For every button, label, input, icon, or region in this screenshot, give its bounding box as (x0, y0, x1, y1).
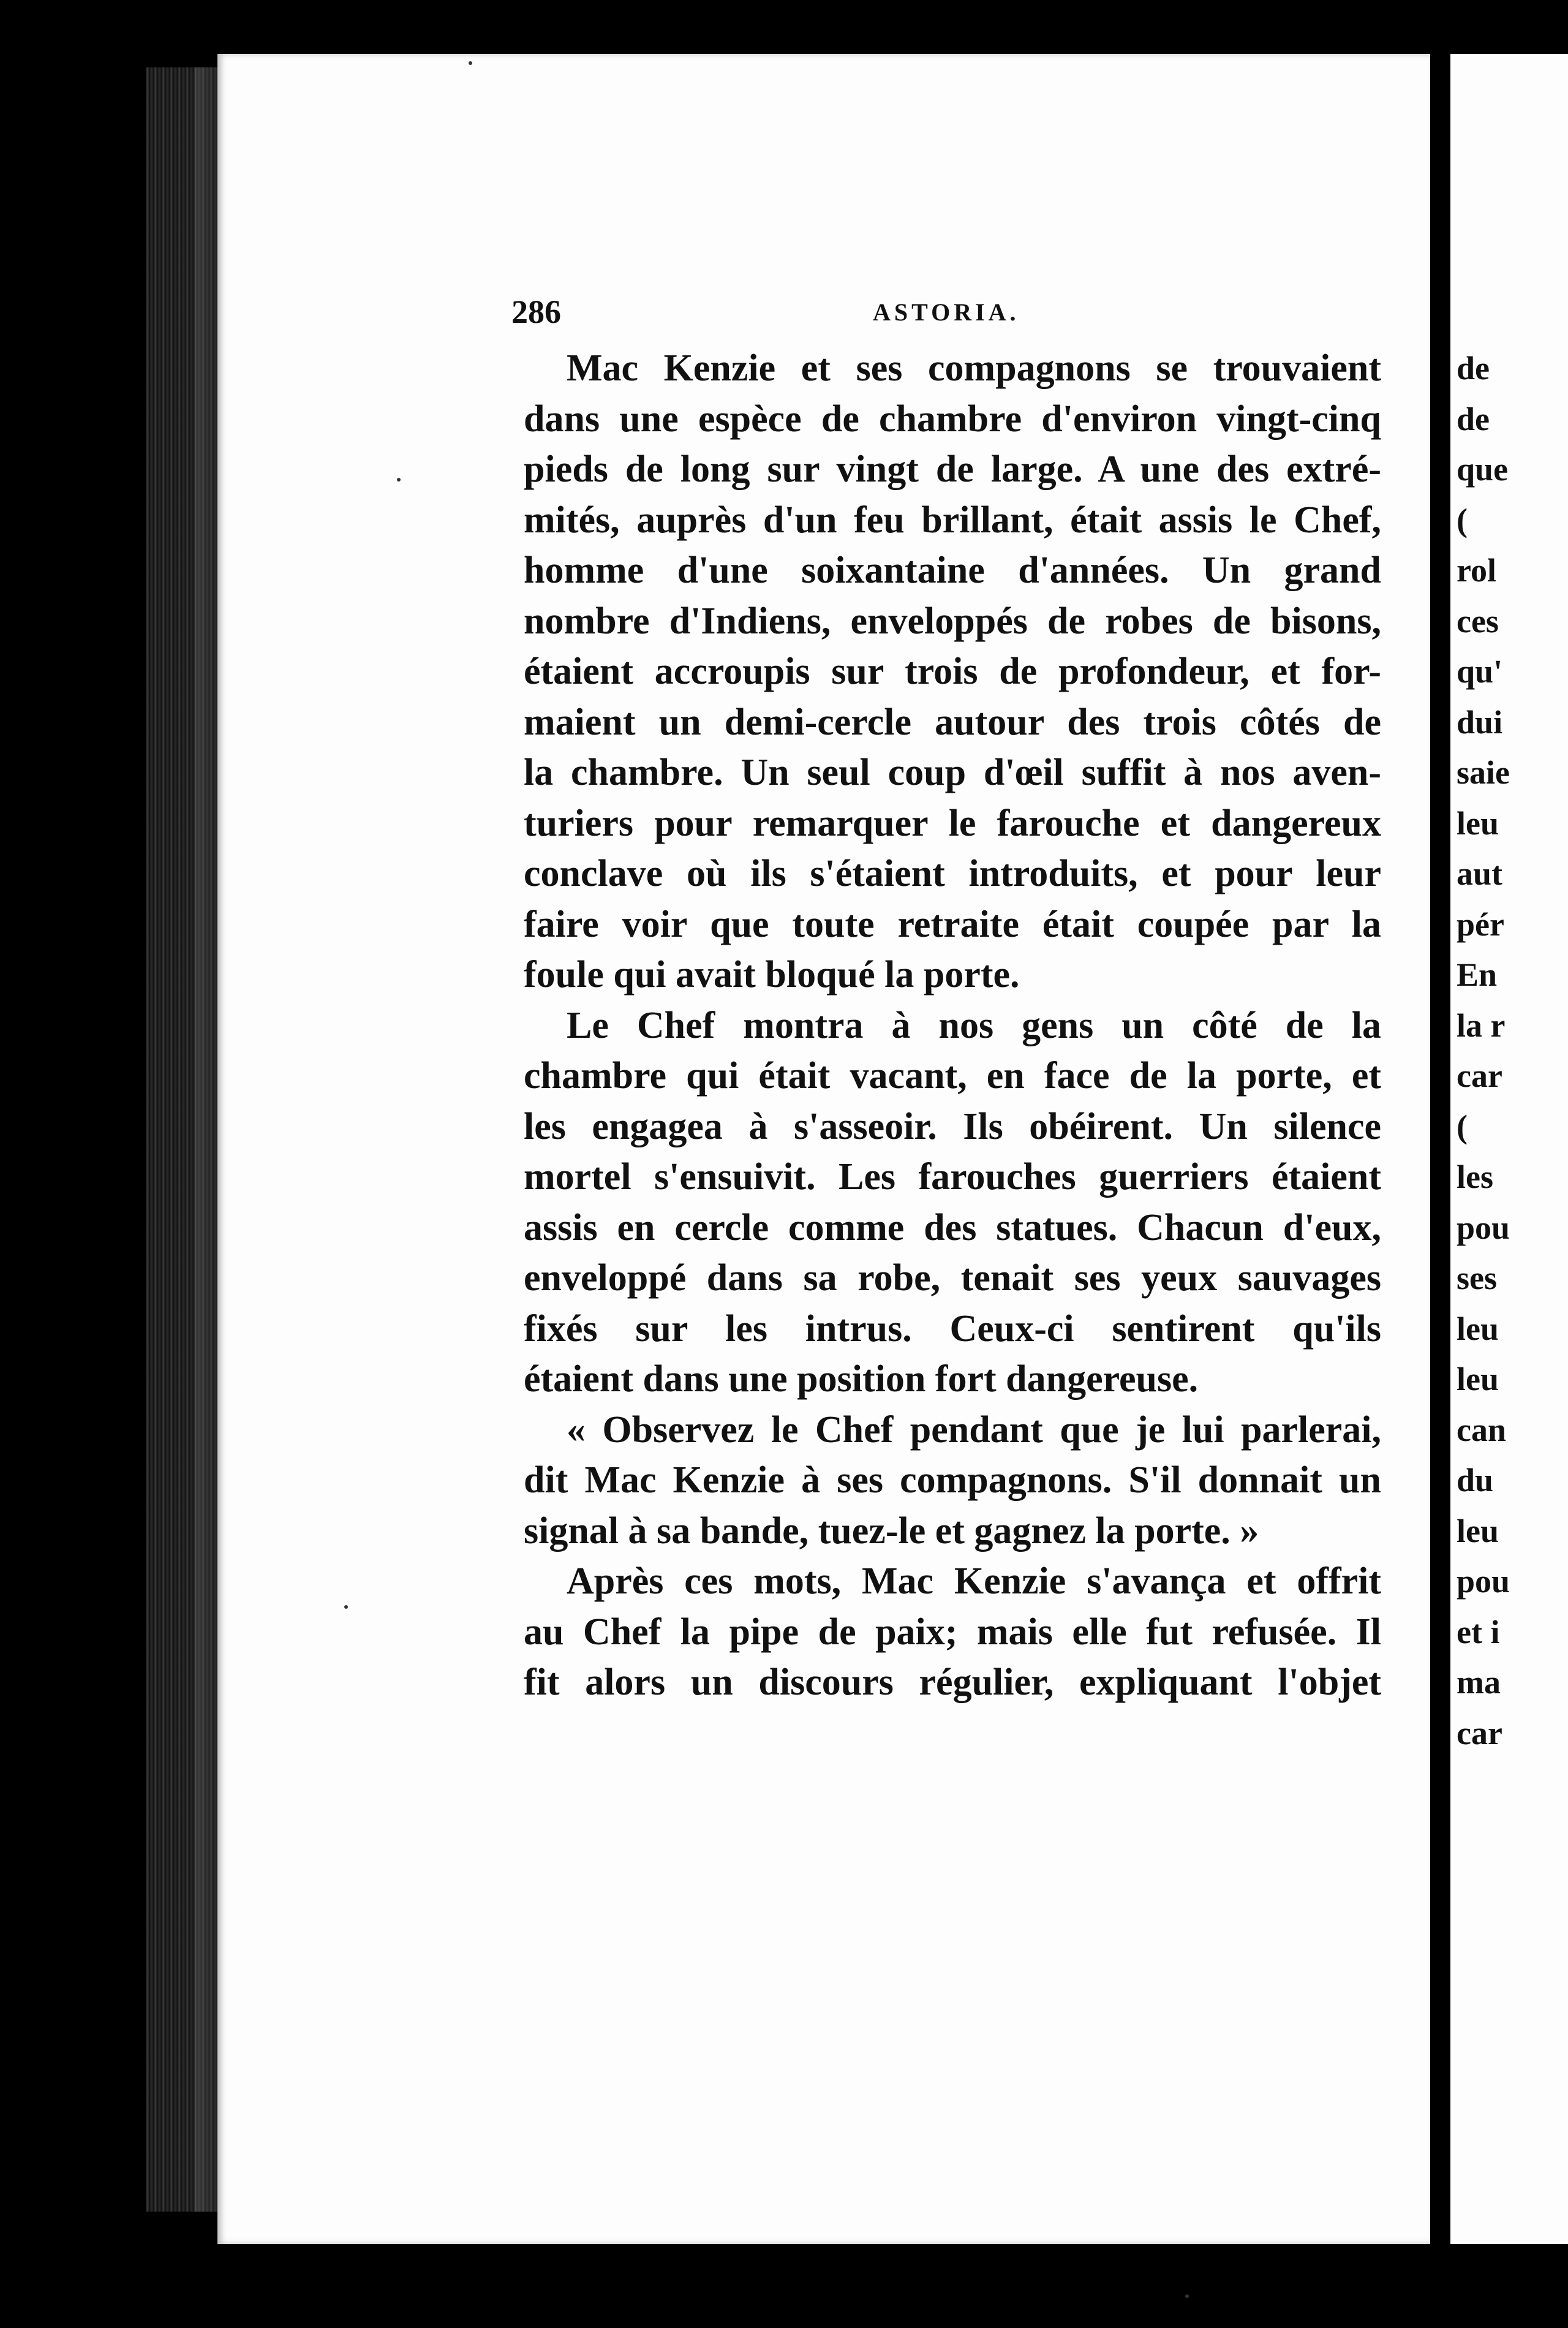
facing-line: car (1457, 1714, 1502, 1752)
facing-line: dui (1457, 703, 1503, 741)
text-line: étaient dans une position fort dangereuse. (524, 1358, 1199, 1400)
facing-line: pou (1457, 1209, 1510, 1246)
facing-line: car (1457, 1057, 1502, 1094)
page-number: 286 (511, 293, 561, 330)
facing-line: que (1457, 451, 1509, 488)
scan-speck (1185, 2294, 1189, 2298)
text-line: enveloppé dans sa robe, tenait ses yeux sauvages (524, 1257, 1381, 1299)
body-text (524, 343, 1381, 1708)
text-line: homme d'une soixantaine d'années. Un grand (524, 550, 1381, 591)
text-line: au Chef la pipe de paix; mais elle fut refusée. Il (524, 1611, 1381, 1653)
facing-line: la r (1457, 1007, 1506, 1044)
text-line: chambre qui était vacant, en face de la porte, et (524, 1055, 1381, 1097)
text-line: conclave où ils s'étaient introduits, et pour leur (524, 853, 1381, 894)
facing-line: les (1457, 1158, 1493, 1195)
facing-line: leu (1457, 1310, 1499, 1347)
text-line: les engagea à s'asseoir. Ils obéirent. Un silence (524, 1105, 1381, 1147)
text-line: signal à sa bande, tuez-le et gagnez la porte. » (524, 1510, 1259, 1552)
facing-line: can (1457, 1411, 1506, 1448)
running-head: ASTORIA. (873, 298, 1020, 326)
scan-speck (469, 61, 472, 65)
text-line: fit alors un discours régulier, expliquant l'objet (524, 1661, 1381, 1703)
facing-line: ses (1457, 1260, 1497, 1296)
facing-line: leu (1457, 1361, 1499, 1397)
text-line: Après ces mots, Mac Kenzie s'avança et offrit (567, 1560, 1381, 1602)
facing-line: du (1457, 1462, 1494, 1498)
page-header (511, 293, 1381, 336)
text-line: fixés sur les intrus. Ceux-ci sentirent qu'ils (524, 1307, 1381, 1350)
facing-line: de (1457, 350, 1490, 387)
text-line: mités, auprès d'un feu brillant, était assis le Chef, (524, 499, 1381, 541)
facing-line: rol (1457, 552, 1496, 589)
text-line: pieds de long sur vingt de large. A une des extré- (524, 448, 1381, 490)
text-line: dit Mac Kenzie à ses compagnons. S'il donnait un (524, 1459, 1381, 1501)
facing-line: pér (1457, 905, 1504, 943)
text-line: nombre d'Indiens, enveloppés de robes de bisons, (524, 600, 1381, 642)
facing-line: ces (1457, 602, 1499, 640)
page-gutter (1430, 43, 1450, 2261)
facing-line: leu (1457, 804, 1499, 842)
text-line: Mac Kenzie et ses compagnons se trouvaient (567, 347, 1381, 389)
facing-line: En (1457, 956, 1498, 993)
text-line: turiers pour remarquer le farouche et dangereux (524, 802, 1381, 844)
facing-line: de (1457, 400, 1490, 437)
text-line: étaient accroupis sur trois de profondeur, et for- (524, 651, 1381, 692)
facing-line: saie (1457, 754, 1510, 791)
facing-line: ma (1457, 1664, 1501, 1701)
facing-line: et i (1457, 1613, 1500, 1650)
facing-line: ( (1457, 1108, 1468, 1145)
facing-line: qu' (1457, 653, 1503, 690)
text-line: assis en cercle comme des statues. Chacun d'eux, (524, 1206, 1381, 1249)
fore-edge-highlight (195, 67, 219, 2212)
scan-speck (344, 1605, 348, 1609)
text-line: la chambre. Un seul coup d'œil suffit à nos aven- (524, 752, 1381, 793)
text-line: faire voir que toute retraite était coupée par la (524, 903, 1381, 945)
facing-line: aut (1457, 855, 1503, 892)
text-line: maient un demi-cercle autour des trois côtés de (524, 701, 1381, 743)
facing-page-text (1457, 343, 1510, 1758)
facing-line: ( (1457, 501, 1468, 539)
text-line: dans une espèce de chambre d'environ vingt-cinq (524, 398, 1381, 440)
text-line: Le Chef montra à nos gens un côté de la (567, 1004, 1381, 1046)
text-line: « Observez le Chef pendant que je lui parlerai, (567, 1408, 1381, 1451)
scan-speck (397, 478, 401, 482)
facing-line: pou (1457, 1563, 1510, 1600)
facing-line: leu (1457, 1512, 1499, 1549)
text-line: mortel s'ensuivit. Les farouches guerriers étaient (524, 1156, 1381, 1198)
text-line: foule qui avait bloqué la porte. (524, 954, 1020, 996)
